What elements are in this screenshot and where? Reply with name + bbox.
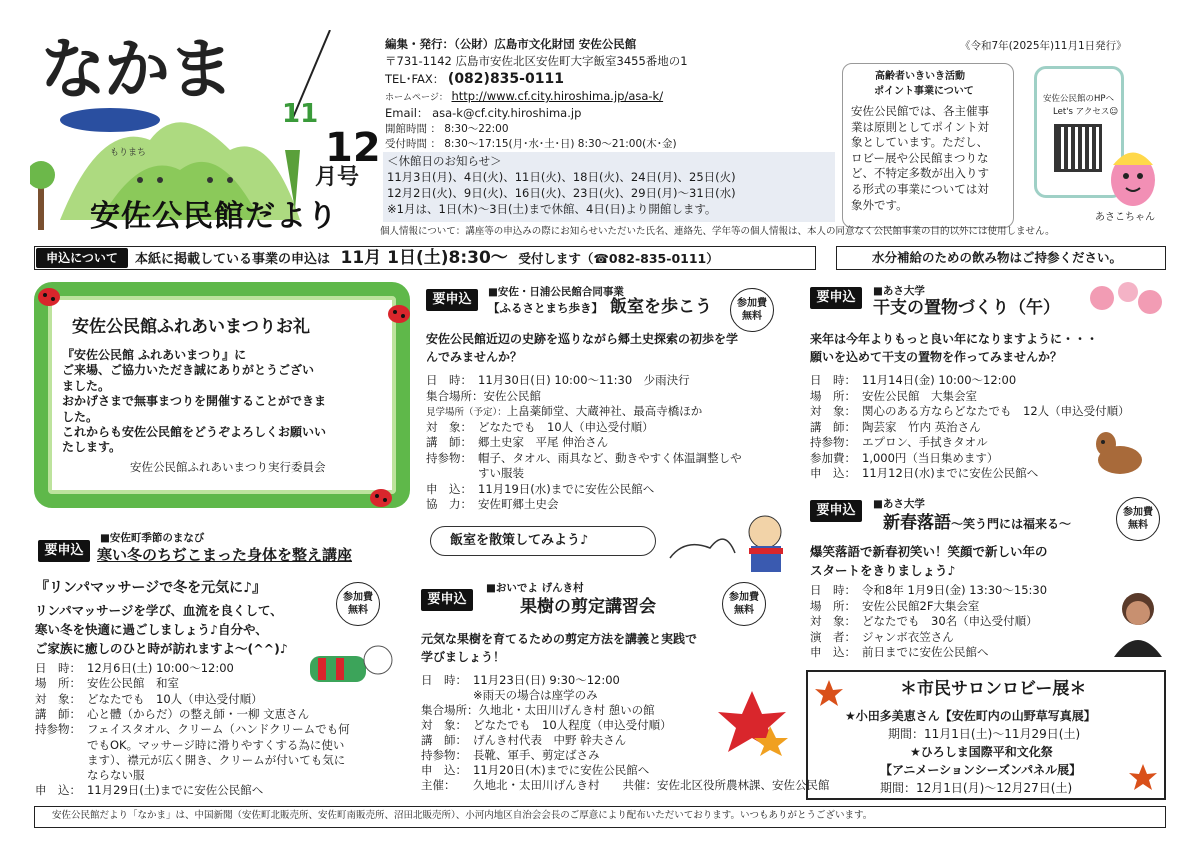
text-line: ご家族に癒しのひと時が訪れますよ～(^^)♪ (35, 641, 288, 656)
detail-label: 対 象： (421, 718, 467, 732)
detail-label: 講 師： (35, 706, 81, 721)
rakugo-intro (810, 542, 1048, 580)
apply-badge: 申込について (36, 248, 128, 268)
detail-label: 日 時： (426, 373, 472, 387)
text-line: ど、不特定多数が出入りす (851, 166, 989, 181)
detail-label: 対 象： (35, 691, 81, 706)
email-row (385, 107, 581, 120)
leg-warmer-illustration (290, 636, 400, 696)
detail-value: 1,000円（当日集めます） (862, 450, 999, 465)
iimuro-free-badge: 参加費 無料 (730, 288, 774, 332)
detail-row (426, 498, 559, 511)
detail-label: 持参物： (421, 748, 467, 762)
qr-code[interactable] (1054, 124, 1102, 172)
detail-row (426, 421, 654, 434)
newsletter-title: なかま (40, 30, 232, 108)
detail-value: 陶芸家 竹内 英治さん (862, 419, 981, 434)
detail-label: 持参物： (810, 435, 856, 449)
detail-row (810, 631, 954, 644)
detail-row (35, 708, 309, 721)
rakugo-category: ■あさ大学 (873, 498, 925, 510)
detail-row (426, 467, 524, 480)
closed-title: ＜休館日のお知らせ＞ (387, 154, 502, 168)
plum-blossom-illustration (1084, 278, 1170, 320)
fureai-signature: 安佐公民館ふれあいまつり実行委員会 (130, 460, 326, 474)
lymph-title: 寒い冬のちぢこまった身体を整え講座 (97, 546, 353, 564)
detail-value: 11月29日(土)までに安佐公民館へ (87, 783, 264, 798)
salon-period-1: 期間：11月1日(土)～11月29日(土) (888, 727, 1081, 741)
newsletter-subtitle: 安佐公民館だより (90, 199, 338, 234)
detail-value: 11月20日(木)までに安佐公民館へ (473, 763, 650, 777)
iimuro-subtitle: 【ふるさとまち歩き】 (488, 301, 603, 315)
rakugo-title (883, 514, 1071, 534)
detail-row (421, 734, 626, 747)
masthead (30, 30, 381, 235)
ladybug-icon (368, 486, 394, 508)
detail-label: 申 込： (810, 466, 856, 480)
tel-label: TEL･FAX： (385, 72, 445, 86)
detail-value: ならない服 (87, 768, 145, 783)
detail-label: 演 者： (810, 629, 856, 644)
detail-label: 日 時： (810, 583, 856, 597)
detail-value: 久地北・太田川げんき村 共催：安佐北区役所農林課、安佐公民館 (473, 778, 830, 792)
detail-row (35, 677, 179, 690)
closed-december: 12月2日(火)、9日(火)、16日(火)、23日(火)、29日(月)～31日(水) (387, 186, 736, 200)
closed-november: 11月3日(月)、4日(火)、11日(火)、18日(火)、24日(月)、25日(火) (387, 170, 736, 184)
iimuro-intro (426, 330, 738, 366)
detail-value: 安佐公民館 (483, 388, 541, 403)
detail-row (810, 600, 979, 613)
detail-row (421, 719, 672, 732)
email-label: Email： (385, 106, 429, 120)
detail-label: 対 象： (810, 404, 856, 418)
detail-value: どなたでも 10人程度（申込受付順） (473, 718, 672, 732)
iimuro-category: ■安佐・日浦公民館合同事業 (488, 286, 624, 298)
detail-value: ジャンボ衣笠さん (862, 629, 954, 644)
apply-text (135, 249, 719, 269)
lymph-headline: 『リンパマッサージで冬を元気に♪』 (35, 580, 267, 596)
phone-card-line1: 安佐公民館のHPへ (1043, 94, 1115, 104)
text-line: 業は原則としてポイント対 (851, 119, 989, 134)
apply-lead: 本紙に掲載している事業の申込は (135, 252, 331, 267)
detail-row (810, 374, 1016, 387)
detail-row (810, 615, 1038, 628)
rakugo-performer-photo (1108, 587, 1168, 657)
tree-tag: もりまち (110, 148, 147, 158)
detail-value: どなたでも 10人（申込受付順） (478, 419, 654, 434)
text-line: 安佐公民館近辺の史跡を巡りながら郷土史探索の初歩を学 (426, 332, 739, 346)
pruning-category: ■おいでよ げんき村 (486, 582, 584, 594)
pruning-title: 果樹の剪定講習会 (520, 597, 656, 617)
detail-label: 持参物： (35, 722, 81, 737)
reception-value: 8:30～17:15(月･水･土･日) 8:30～21:00(木･金) (444, 138, 677, 150)
detail-label: 講 師： (421, 733, 467, 747)
phone-card-line2: Let's アクセス☺ (1053, 107, 1119, 117)
detail-value: 郷土史家 平尾 伸治さん (478, 435, 609, 449)
detail-row (426, 436, 608, 449)
detail-value: 上畠薬師堂、大蔵神社、最高寺橋ほか (506, 404, 703, 418)
detail-value: げんき村代表 中野 幹夫さん (473, 733, 627, 747)
detail-value: 関心のある方ならどなたでも 12人（申込受付順） (862, 404, 1130, 418)
lymph-apply-badge: 要申込 (38, 540, 90, 562)
ladybug-icon (36, 285, 62, 307)
detail-row (35, 693, 263, 706)
fureai-body (62, 348, 392, 456)
text-line: ロビー展や公民館まつりな (851, 150, 989, 165)
text-line: 象としています。ただし、 (851, 135, 989, 150)
salon-item-1: ★小田多美恵さん【安佐町内の山野草写真展】 (845, 709, 1096, 723)
detail-value: でもOK。マッサージ時に滑りやすくする為に使い (87, 737, 345, 752)
address: 〒731-1142 広島市安佐北区安佐町大字飯室3455番地の1 (385, 54, 688, 68)
text-line: 寒い冬を快適に過ごしましょう♪自分や、 (35, 622, 268, 637)
maple-leaf-icon (814, 678, 844, 708)
lymph-category: ■安佐町季節のまなび (100, 532, 205, 544)
detail-value: 安佐公民館 和室 (87, 676, 179, 691)
detail-value: エプロン、手拭きタオル (862, 435, 988, 449)
detail-label: 集合場所： (426, 388, 484, 403)
detail-row (421, 764, 649, 777)
ladybug-icon (386, 302, 412, 324)
web-label: ホームページ： (385, 93, 448, 103)
detail-label: 申 込： (810, 645, 856, 659)
homepage-link[interactable]: http://www.cf.city.hiroshima.jp/asa-k/ (451, 89, 664, 103)
apply-date: 11月 1日(土)8:30～ (340, 248, 508, 268)
detail-label: 日 時： (810, 373, 856, 387)
apply-tail: 受付します（☎082-835-0111） (518, 251, 719, 266)
mascot-name: あさこちゃん (1095, 212, 1155, 223)
detail-value: 12月6日(土) 10:00～12:00 (87, 661, 234, 675)
fureai-title: 安佐公民館ふれあいまつりお礼 (72, 317, 310, 337)
detail-row (35, 784, 263, 797)
detail-label: 講 師： (810, 419, 856, 434)
text-line: 学びましょう！ (421, 650, 506, 664)
asako-chan-mascot (1098, 140, 1168, 212)
text-line: した。 (62, 409, 99, 424)
detail-value: ※雨天の場合は座学のみ (473, 688, 598, 702)
salon-period-2: 期間：12月1日(月)～12月27日(土) (880, 781, 1073, 795)
email-address[interactable]: asa-k@cf.city.hiroshima.jp (432, 106, 582, 120)
detail-row (426, 483, 654, 496)
detail-row (421, 704, 655, 717)
iimuro-apply-badge: 要申込 (426, 289, 478, 311)
lymph-free-badge: 参加費 無料 (336, 582, 380, 626)
detail-row (810, 646, 989, 659)
footer-text: 安佐公民館だより「なかま」は、中国新聞（安佐町北販売所、安佐町南販売所、沼田北販売所）、小河内地区自治会会長のご厚意により配布いただいております。いつもありがとうございます。 (52, 810, 873, 821)
text-line: 来年は今年よりもっと良い年になりますように・・・ (810, 332, 1099, 346)
detail-label: 場 所： (810, 388, 856, 403)
salon-item-2b: 【アニメーションシーズンパネル展】 (880, 763, 1082, 777)
tel-row (385, 71, 564, 87)
detail-value: 帽子、タオル、雨具など、動きやすく体温調整しや (478, 450, 742, 465)
detail-row (35, 754, 345, 767)
lymph-intro (35, 601, 288, 658)
salon-title: ＊市民サロンロビー展＊ (900, 679, 1087, 699)
rakugo-title-sub: ～笑う門には福来る～ (951, 517, 1072, 531)
rakugo-apply-badge: 要申込 (810, 500, 862, 522)
issue-date: 《令和7年(2025年)11月1日発行》 (960, 40, 1127, 52)
text-line: リンパマッサージを学び、血流を良くして、 (35, 603, 283, 618)
text-line: これからも安佐公民館をどうぞよろしくお願いい (62, 425, 327, 440)
detail-row (426, 390, 541, 403)
detail-value: 11月14日(金) 10:00～12:00 (862, 373, 1017, 387)
cat-and-samurai-illustration (665, 508, 795, 576)
closed-note: ※1月は、1日(木)～3日(土)まで休館、4日(日)より開館します。 (387, 202, 717, 216)
pruning-apply-badge: 要申込 (421, 589, 473, 611)
water-text: 水分補給のための飲み物はご持参ください。 (872, 250, 1123, 265)
detail-row (35, 769, 145, 782)
reception-row (385, 138, 677, 150)
detail-row (35, 723, 350, 736)
hours-value: 8:30～22:00 (444, 123, 509, 135)
web-row (385, 90, 663, 103)
autumn-leaves-illustration (712, 686, 792, 756)
pruning-free-badge: 参加費 無料 (722, 582, 766, 626)
detail-value: フェイスタオル、クリーム（ハンドクリームでも何 (87, 722, 350, 737)
eto-intro (810, 330, 1098, 366)
detail-value: 安佐町郷土史会 (478, 497, 559, 511)
pruning-intro (421, 630, 697, 666)
detail-value: 長靴、軍手、剪定ばさみ (473, 748, 600, 762)
text-line: 爆笑落語で新春初笑い！笑顔で新しい年の (810, 544, 1048, 559)
detail-label: 協 力： (426, 497, 472, 511)
text-line: 元気な果樹を育てるための剪定方法を講義と実践で (421, 632, 698, 646)
month-bottom: 12 (325, 125, 381, 171)
month-suffix: 月号 (315, 165, 360, 190)
hours-row (385, 123, 509, 135)
eto-title: 干支の置物づくり（午） (873, 298, 1060, 318)
detail-value: ます）、襟元が広く開き、クリームが付いても気に (87, 752, 346, 767)
detail-value: すい服装 (478, 466, 524, 480)
detail-value: 11月12日(水)までに安佐公民館へ (862, 466, 1039, 480)
points-title-1: 高齢者いきいき活動 (875, 71, 965, 82)
text-line: ました。 (62, 378, 111, 393)
detail-value: 心と體（からだ）の整え師・一柳 文恵さん (87, 706, 310, 721)
detail-label: 対 象： (426, 419, 472, 434)
detail-label: 講 師： (426, 435, 472, 449)
detail-row (35, 662, 234, 675)
detail-value: 前日までに安佐公民館へ (862, 645, 989, 659)
detail-value: 久地北・太田川げんき村 憩いの館 (478, 703, 655, 717)
detail-row (810, 467, 1038, 480)
salon-item-2: ★ひろしま国際平和文化祭 (910, 745, 1053, 759)
rakugo-free-badge: 参加費 無料 (1116, 497, 1160, 541)
detail-value: 安佐公民館2F大集会室 (862, 598, 980, 613)
horse-figurine-illustration (1092, 424, 1148, 480)
detail-label: 集合場所： (421, 703, 479, 717)
reception-label: 受付時間 ： (385, 138, 441, 150)
detail-row (421, 674, 620, 687)
maple-leaf-icon (1128, 762, 1158, 792)
detail-label: 日 時： (421, 673, 467, 687)
detail-row (421, 779, 830, 792)
detail-value: 令和8年 1月9日(金) 13:30～15:30 (862, 583, 1048, 597)
detail-label: 参加費： (810, 450, 856, 465)
detail-row (810, 390, 977, 403)
text-line: んでみませんか？ (426, 350, 523, 364)
detail-row (426, 405, 702, 419)
text-line: 安佐公民館では、各主催事 (851, 104, 989, 118)
detail-row (810, 436, 988, 449)
iimuro-bubble-text: 飯室を散策してみよう♪ (450, 533, 589, 548)
month-top: 11 (282, 99, 319, 129)
hours-label: 開館時間 ： (385, 123, 441, 135)
detail-row (810, 421, 981, 434)
detail-value: 安佐公民館 大集会室 (862, 388, 977, 403)
detail-label: 主催： (421, 778, 456, 792)
detail-row (421, 689, 598, 702)
points-title-2: ポイント事業について (874, 86, 974, 97)
detail-value: どなたでも 30名（申込受付順） (862, 614, 1038, 628)
eto-apply-badge: 要申込 (810, 287, 862, 309)
text-line: スタートをきりましょう♪ (810, 563, 956, 578)
detail-label: 対 象： (810, 614, 856, 628)
detail-value: 11月23日(日) 9:30～12:00 (473, 673, 620, 687)
detail-label: 申 込： (35, 783, 81, 798)
detail-label: 見学場所（予定）： (426, 407, 507, 418)
text-line: 『安佐公民館 ふれあいまつり』に (62, 348, 247, 362)
text-line: 願いを込めて干支の置物を作ってみませんか？ (810, 350, 1063, 364)
text-line: 象外です。 (851, 197, 908, 212)
detail-row (810, 405, 1130, 418)
detail-label: 申 込： (421, 763, 467, 777)
eto-category: ■あさ大学 (873, 285, 925, 297)
text-line: おかげさまで無事まつりを開催することができま (62, 394, 327, 409)
text-line: たします。 (62, 440, 122, 455)
tel-number: (082)835-0111 (447, 71, 564, 87)
detail-label: 持参物： (426, 450, 472, 465)
detail-value: どなたでも 10人（申込受付順） (87, 691, 263, 706)
detail-row (810, 452, 998, 465)
detail-label: 申 込： (426, 481, 472, 496)
detail-value: 11月19日(水)までに安佐公民館へ (478, 481, 655, 496)
detail-row (810, 584, 1047, 597)
privacy-notice: 個人情報について：講座等の申込みの際にお知らせいただいた氏名、連絡先、学年等の個人情報は、本人の同意なく公民館事業の目的以外には使用しません。 (380, 226, 1055, 237)
detail-row (421, 749, 600, 762)
iimuro-title: 飯室を歩こう (610, 297, 712, 317)
detail-label: 場 所： (810, 598, 856, 613)
detail-row (426, 374, 690, 387)
detail-value: 11月30日(日) 10:00～11:30 少雨決行 (478, 373, 690, 387)
detail-label: 日 時： (35, 661, 81, 675)
text-line: ご来場、ご協力いただき誠にありがとうござい (62, 363, 315, 378)
detail-label: 場 所： (35, 676, 81, 691)
publisher: 編集・発行：（公財）広島市文化財団 安佐公民館 (385, 37, 637, 51)
detail-row (35, 739, 344, 752)
rakugo-title-main: 新春落語 (883, 513, 951, 533)
text-line: る形式の事業については対 (851, 181, 989, 196)
detail-row (426, 452, 742, 465)
points-body (851, 104, 1011, 213)
